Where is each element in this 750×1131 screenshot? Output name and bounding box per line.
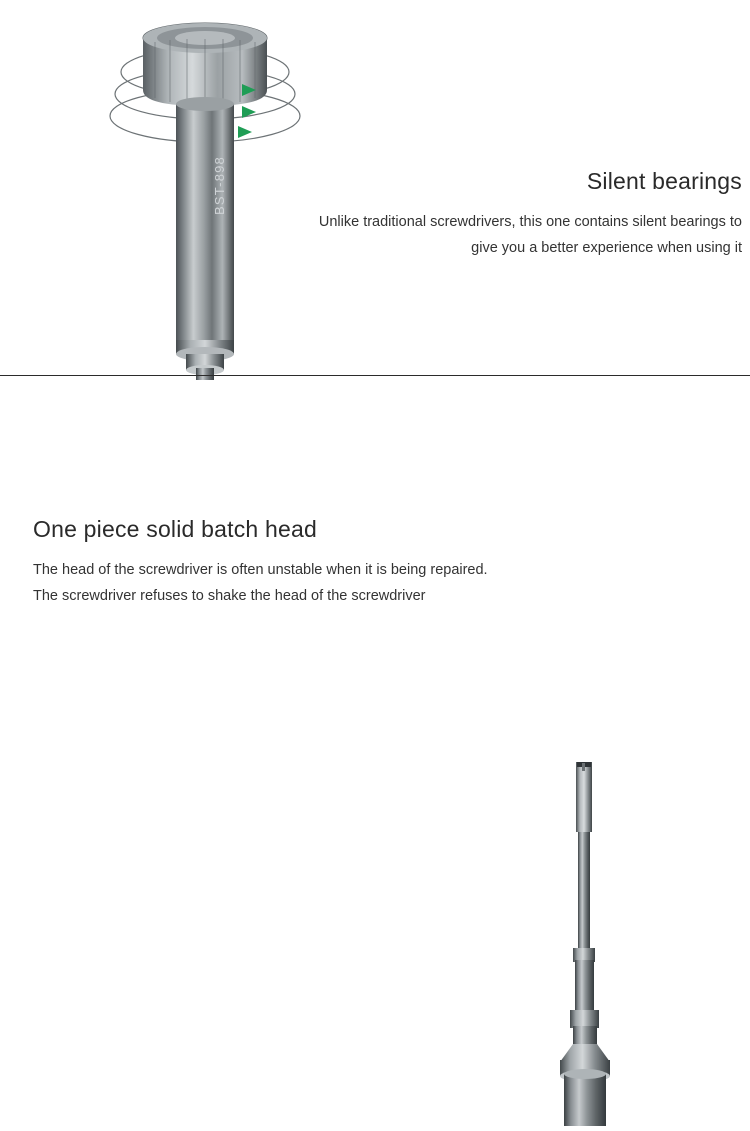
- silent-bearings-description: Unlike traditional screwdrivers, this one contains silent bearings to give you a better experience when using it: [318, 214, 742, 256]
- page-title: Silent bearings: [586, 168, 742, 194]
- panel-silent-bearings: [0, 0, 750, 375]
- batch-head-text-block: [33, 516, 503, 609]
- screwdriver-tip: [576, 762, 592, 832]
- handle-cap: [143, 23, 267, 106]
- screwdriver-body: [560, 1026, 610, 1126]
- screwdriver-shaft: [573, 832, 595, 962]
- screwdriver-shaft-illustration: [520, 756, 690, 1126]
- handle-shaft: [176, 97, 234, 361]
- silent-bearings-text-block: [290, 168, 742, 261]
- handle-engraving-text: BST-898: [212, 156, 227, 215]
- panel-one-piece-batch-head: [0, 376, 750, 750]
- batch-head-description: The head of the screwdriver is often unstable when it is being repaired. The screwdriver refuses to shake the head of the screwdriver: [33, 562, 488, 604]
- screwdriver-mid-shaft: [570, 960, 599, 1028]
- section-title: One piece solid batch head: [33, 516, 317, 542]
